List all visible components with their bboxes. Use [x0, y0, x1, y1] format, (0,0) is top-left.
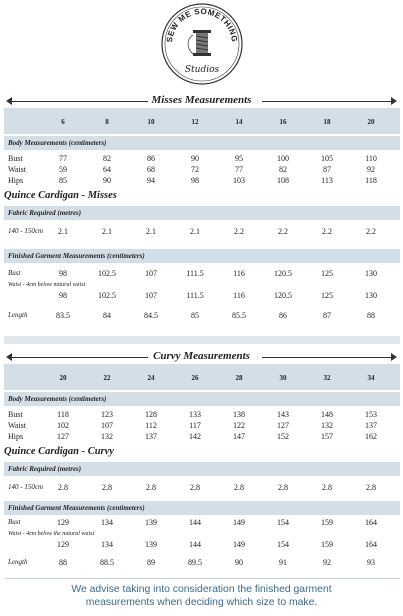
- table-cell: 88.5: [100, 558, 114, 567]
- arrow-right-icon: [391, 97, 397, 105]
- row-label: Waist: [8, 421, 27, 430]
- table-cell: 127: [57, 432, 69, 441]
- table-cell: 154: [277, 540, 289, 549]
- table-cell: 129: [57, 540, 69, 549]
- row-label: Length: [8, 311, 28, 319]
- table-cell: 127: [277, 421, 289, 430]
- size-header: 32: [323, 374, 331, 382]
- table-cell: 120.5: [274, 269, 292, 278]
- table-cell: 95: [235, 154, 243, 163]
- table-cell: 102: [57, 421, 69, 430]
- misses-cardigan-title: Quince Cardigan - Misses: [4, 190, 117, 201]
- table-cell: 152: [277, 432, 289, 441]
- table-cell: 111.5: [186, 269, 204, 278]
- table-cell: 64: [103, 165, 111, 174]
- table-cell: 82: [279, 165, 287, 174]
- size-header: 6: [61, 118, 65, 126]
- table-row: [4, 482, 400, 493]
- table-cell: 88: [367, 311, 375, 320]
- table-cell: 120.5: [274, 291, 292, 300]
- table-cell: 103: [233, 176, 245, 185]
- row-label: Body Measurements (centimeters): [8, 395, 107, 403]
- row-label: Waist - 4cm below natural waist: [8, 282, 86, 288]
- curvy-size-row: [4, 364, 400, 390]
- table-cell: 2.8: [322, 483, 332, 492]
- table-cell: 2.8: [146, 483, 156, 492]
- curvy-fabric-heading: [4, 462, 400, 476]
- table-cell: 100: [277, 154, 289, 163]
- table-cell: 132: [101, 432, 113, 441]
- table-cell: 159: [321, 540, 333, 549]
- table-cell: 123: [101, 410, 113, 419]
- table-row: [4, 164, 400, 175]
- table-cell: 144: [189, 540, 201, 549]
- advice-note-line2: measurements when deciding which size to make.: [85, 597, 318, 608]
- table-cell: 102.5: [98, 291, 116, 300]
- table-cell: 92: [323, 558, 331, 567]
- misses-size-row: [4, 108, 400, 134]
- table-cell: 107: [145, 291, 157, 300]
- table-cell: 90: [235, 558, 243, 567]
- table-cell: 108: [277, 176, 289, 185]
- misses-fabric-heading: [4, 206, 400, 220]
- table-row: [4, 310, 400, 321]
- table-cell: 111.5: [186, 291, 204, 300]
- table-cell: 142: [189, 432, 201, 441]
- table-cell: 133: [189, 410, 201, 419]
- table-cell: 85.5: [232, 311, 246, 320]
- table-cell: 125: [321, 291, 333, 300]
- table-cell: 130: [365, 269, 377, 278]
- table-cell: 86: [279, 311, 287, 320]
- table-row: [4, 431, 400, 442]
- table-row: [4, 226, 400, 237]
- table-cell: 2.2: [322, 227, 332, 236]
- table-cell: 98: [59, 269, 67, 278]
- table-cell: 2.2: [366, 227, 376, 236]
- row-label: Fabric Required (metres): [8, 209, 82, 217]
- table-cell: 143: [277, 410, 289, 419]
- table-cell: 118: [365, 176, 377, 185]
- table-cell: 93: [367, 558, 375, 567]
- size-header: 26: [191, 374, 199, 382]
- curvy-body-heading: [4, 392, 400, 406]
- table-cell: 164: [365, 518, 377, 527]
- arrow-right-icon: [391, 353, 397, 361]
- row-label: Bust: [8, 269, 21, 277]
- section-divider-band: [4, 336, 400, 344]
- table-cell: 149: [233, 540, 245, 549]
- table-cell: 2.1: [102, 227, 112, 236]
- table-row: [4, 290, 400, 301]
- table-cell: 112: [145, 421, 157, 430]
- row-label: Body Measurements (centimeters): [8, 139, 107, 147]
- table-cell: 83.5: [56, 311, 70, 320]
- table-cell: 116: [233, 269, 245, 278]
- table-cell: 132: [321, 421, 333, 430]
- table-cell: 105: [321, 154, 333, 163]
- table-cell: 2.8: [102, 483, 112, 492]
- table-cell: 107: [101, 421, 113, 430]
- spool-logo-icon: [157, 0, 247, 90]
- table-cell: 107: [145, 269, 157, 278]
- divider: [4, 578, 400, 579]
- table-cell: 139: [145, 540, 157, 549]
- table-cell: 147: [233, 432, 245, 441]
- table-cell: 98: [191, 176, 199, 185]
- table-cell: 162: [365, 432, 377, 441]
- row-label: Waist: [8, 165, 27, 174]
- table-cell: 2.8: [234, 483, 244, 492]
- curvy-title: Curvy Measurements: [153, 350, 250, 362]
- size-header: 24: [147, 374, 155, 382]
- table-cell: 129: [57, 518, 69, 527]
- size-header: 22: [103, 374, 111, 382]
- size-header: 14: [235, 118, 243, 126]
- table-cell: 153: [365, 410, 377, 419]
- table-cell: 2.8: [278, 483, 288, 492]
- table-cell: 92: [367, 165, 375, 174]
- size-header: 28: [235, 374, 243, 382]
- table-cell: 84: [103, 311, 111, 320]
- curvy-section-header: [6, 352, 397, 364]
- table-cell: 125: [321, 269, 333, 278]
- table-cell: 85: [59, 176, 67, 185]
- table-cell: 59: [59, 165, 67, 174]
- table-cell: 117: [189, 421, 201, 430]
- table-cell: 2.1: [190, 227, 200, 236]
- size-header: 20: [59, 374, 67, 382]
- misses-finished-heading: [4, 249, 400, 263]
- row-label: Bust: [8, 410, 23, 419]
- table-cell: 82: [103, 154, 111, 163]
- table-cell: 122: [233, 421, 245, 430]
- table-cell: 116: [233, 291, 245, 300]
- table-cell: 90: [103, 176, 111, 185]
- table-cell: 2.8: [366, 483, 376, 492]
- table-cell: 2.1: [58, 227, 68, 236]
- brand-logo: [157, 0, 247, 90]
- size-header: 12: [191, 118, 199, 126]
- misses-section-header: [6, 96, 397, 108]
- advice-note: [0, 583, 403, 616]
- table-cell: 98: [59, 291, 67, 300]
- table-row: [4, 557, 400, 568]
- table-cell: 86: [147, 154, 155, 163]
- curvy-finished-heading: [4, 501, 400, 515]
- table-cell: 130: [365, 291, 377, 300]
- table-cell: 94: [147, 176, 155, 185]
- table-cell: 77: [59, 154, 67, 163]
- size-header: 18: [323, 118, 331, 126]
- table-cell: 154: [277, 518, 289, 527]
- misses-body-heading: [4, 136, 400, 150]
- table-cell: 137: [365, 421, 377, 430]
- table-cell: 134: [101, 540, 113, 549]
- table-cell: 137: [145, 432, 157, 441]
- table-cell: 128: [145, 410, 157, 419]
- table-cell: 110: [365, 154, 377, 163]
- table-cell: 77: [235, 165, 243, 174]
- table-row: [4, 153, 400, 164]
- advice-note-line1: We advise taking into consideration the finished garment: [71, 584, 332, 595]
- row-label: 140 - 150cm: [8, 483, 43, 491]
- table-cell: 85: [191, 311, 199, 320]
- size-header: 34: [367, 374, 375, 382]
- row-label: Waist - 4cm below the natural waist: [8, 531, 95, 537]
- table-cell: 2.2: [234, 227, 244, 236]
- brand-name: SEW ME SOMETHING: [164, 6, 240, 43]
- table-cell: 102.5: [98, 269, 116, 278]
- table-cell: 144: [189, 518, 201, 527]
- table-cell: 87: [323, 311, 331, 320]
- table-cell: 2.1: [146, 227, 156, 236]
- table-cell: 159: [321, 518, 333, 527]
- table-row: [4, 539, 400, 550]
- row-label: Bust: [8, 154, 23, 163]
- misses-title: Misses Measurements: [151, 94, 252, 106]
- table-cell: 72: [191, 165, 199, 174]
- table-cell: 118: [57, 410, 69, 419]
- table-cell: 148: [321, 410, 333, 419]
- table-cell: 88: [59, 558, 67, 567]
- size-header: 8: [105, 118, 109, 126]
- table-cell: 157: [321, 432, 333, 441]
- table-cell: 90: [191, 154, 199, 163]
- curvy-cardigan-title: Quince Cardigan - Curvy: [4, 446, 114, 457]
- table-cell: 149: [233, 518, 245, 527]
- size-header: 30: [279, 374, 287, 382]
- table-cell: 164: [365, 540, 377, 549]
- row-label: Hips: [8, 176, 24, 185]
- size-header: 20: [367, 118, 375, 126]
- table-cell: 89: [147, 558, 155, 567]
- table-row: [4, 420, 400, 431]
- table-cell: 68: [147, 165, 155, 174]
- table-cell: 2.8: [190, 483, 200, 492]
- brand-sub: Studios: [184, 65, 220, 75]
- table-cell: 89.5: [188, 558, 202, 567]
- table-cell: 91: [279, 558, 287, 567]
- row-label: Fabric Required (metres): [8, 465, 82, 473]
- table-cell: 87: [323, 165, 331, 174]
- table-cell: 138: [233, 410, 245, 419]
- table-cell: 134: [101, 518, 113, 527]
- size-header: 10: [147, 118, 155, 126]
- table-cell: 139: [145, 518, 157, 527]
- table-row: [4, 409, 400, 420]
- table-row: [4, 517, 400, 528]
- table-cell: 2.8: [58, 483, 68, 492]
- table-row: [4, 268, 400, 279]
- row-label: Length: [8, 558, 28, 566]
- table-cell: 84.5: [144, 311, 158, 320]
- table-row: [4, 175, 400, 186]
- table-cell: 113: [321, 176, 333, 185]
- row-label: 140 - 150cm: [8, 227, 43, 235]
- row-label: Finished Garment Measurements (centimeters): [8, 504, 145, 512]
- row-label: Bust: [8, 518, 21, 526]
- row-label: Hips: [8, 432, 24, 441]
- size-header: 16: [279, 118, 287, 126]
- row-label: Finished Garment Measurements (centimeters): [8, 252, 145, 260]
- table-cell: 2.2: [278, 227, 288, 236]
